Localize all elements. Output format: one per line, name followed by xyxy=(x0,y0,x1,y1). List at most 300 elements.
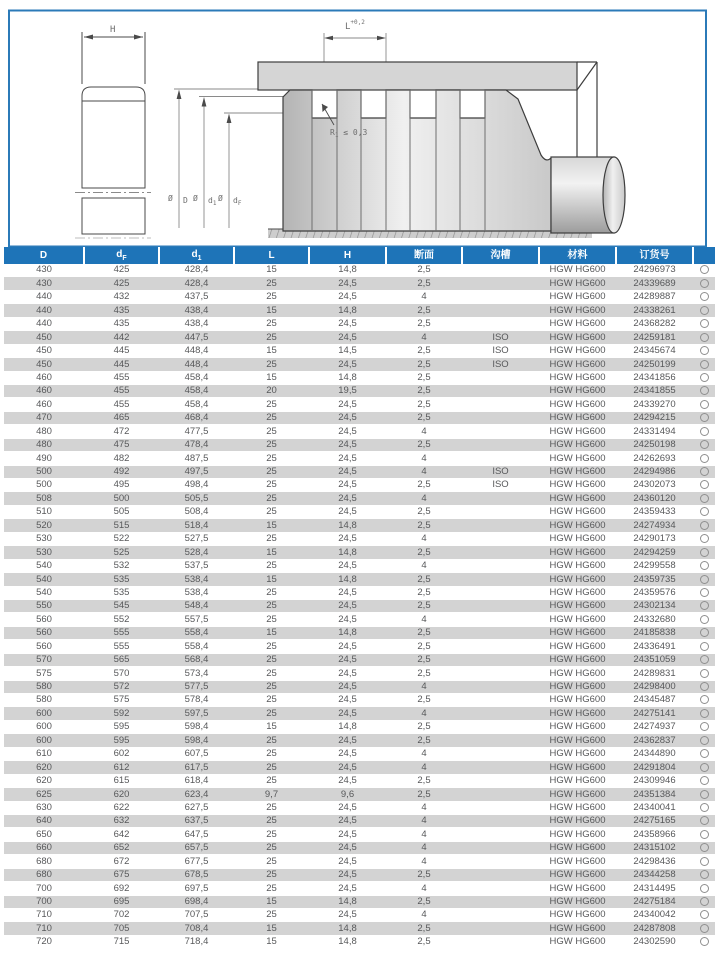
table-cell: 4 xyxy=(386,855,462,868)
table-cell: HGW HG600 xyxy=(539,814,616,827)
table-cell: 24358966 xyxy=(616,828,693,841)
table-cell: HGW HG600 xyxy=(539,304,616,317)
table-cell: 448,4 xyxy=(159,344,234,357)
table-row xyxy=(4,479,715,492)
table-cell-availability xyxy=(693,680,715,693)
table-cell: 14,8 xyxy=(309,922,386,935)
table-cell: 24,5 xyxy=(309,734,386,747)
table-cell: 438,4 xyxy=(159,317,234,330)
availability-icon[interactable] xyxy=(700,494,709,503)
table-cell: 15 xyxy=(234,895,309,908)
availability-icon[interactable] xyxy=(700,790,709,799)
table-cell: 548,4 xyxy=(159,599,234,612)
table-cell xyxy=(462,640,539,653)
table-cell: 480 xyxy=(4,425,84,438)
availability-icon[interactable] xyxy=(700,319,709,328)
table-cell: 2,5 xyxy=(386,505,462,518)
table-cell: 602 xyxy=(84,747,159,760)
table-cell: 24359735 xyxy=(616,573,693,586)
table-cell: 25 xyxy=(234,358,309,371)
table-cell: 24,5 xyxy=(309,290,386,303)
column-header-material: 材料 xyxy=(539,247,616,264)
table-cell: HGW HG600 xyxy=(539,331,616,344)
table-cell-availability xyxy=(693,277,715,290)
table-row xyxy=(4,747,715,760)
availability-icon[interactable] xyxy=(700,884,709,893)
table-cell: 24,5 xyxy=(309,694,386,707)
profile-view xyxy=(75,32,151,238)
table-cell-availability xyxy=(693,317,715,330)
table-row xyxy=(4,882,715,895)
availability-icon[interactable] xyxy=(700,776,709,785)
table-cell: 530 xyxy=(4,532,84,545)
table-cell: 2,5 xyxy=(386,626,462,639)
table-cell: 677,5 xyxy=(159,855,234,868)
availability-icon[interactable] xyxy=(700,333,709,342)
table-cell: 440 xyxy=(4,317,84,330)
table-cell: 447,5 xyxy=(159,331,234,344)
table-cell xyxy=(462,317,539,330)
table-cell: 24,5 xyxy=(309,452,386,465)
table-cell: 24,5 xyxy=(309,358,386,371)
table-cell: 25 xyxy=(234,680,309,693)
table-cell xyxy=(462,734,539,747)
table-cell: 24,5 xyxy=(309,317,386,330)
table-cell: 24,5 xyxy=(309,909,386,922)
table-cell: 9,7 xyxy=(234,788,309,801)
table-cell: 24274937 xyxy=(616,720,693,733)
table-cell: 615 xyxy=(84,774,159,787)
table-cell: 24351384 xyxy=(616,788,693,801)
r1-label: $R_1 \le 0,3$ xyxy=(330,128,368,139)
availability-icon[interactable] xyxy=(700,830,709,839)
table-cell xyxy=(462,519,539,532)
table-row xyxy=(4,532,715,545)
table-cell: 430 xyxy=(4,277,84,290)
availability-icon[interactable] xyxy=(700,669,709,678)
availability-icon[interactable] xyxy=(700,548,709,557)
table-cell: 2,5 xyxy=(386,304,462,317)
column-header-dF: $d_F$ xyxy=(84,247,159,264)
table-cell xyxy=(462,559,539,572)
table-body xyxy=(4,264,715,949)
table-cell: 570 xyxy=(84,667,159,680)
table-cell: 24,5 xyxy=(309,680,386,693)
table-cell: 25 xyxy=(234,855,309,868)
table-cell: 435 xyxy=(84,304,159,317)
table-cell: HGW HG600 xyxy=(539,384,616,397)
table-cell: 450 xyxy=(4,358,84,371)
availability-icon[interactable] xyxy=(700,306,709,315)
table-cell: 25 xyxy=(234,411,309,424)
table-cell: 24,5 xyxy=(309,667,386,680)
table-cell: HGW HG600 xyxy=(539,344,616,357)
table-cell: 612 xyxy=(84,761,159,774)
availability-icon[interactable] xyxy=(700,695,709,704)
availability-icon[interactable] xyxy=(700,642,709,651)
table-cell: 697,5 xyxy=(159,882,234,895)
table-cell: 24,5 xyxy=(309,653,386,666)
availability-icon[interactable] xyxy=(700,937,709,946)
table-cell xyxy=(462,264,539,277)
table-cell: 455 xyxy=(84,398,159,411)
table-cell: HGW HG600 xyxy=(539,909,616,922)
table-cell: 15 xyxy=(234,935,309,948)
table-cell: 25 xyxy=(234,532,309,545)
table-cell xyxy=(462,774,539,787)
table-cell: 24351059 xyxy=(616,653,693,666)
table-cell: 24315102 xyxy=(616,841,693,854)
table-cell xyxy=(462,667,539,680)
availability-icon[interactable] xyxy=(700,575,709,584)
table-cell: 2,5 xyxy=(386,317,462,330)
availability-icon[interactable] xyxy=(700,655,709,664)
table-cell: 480 xyxy=(4,438,84,451)
table-cell: 24339689 xyxy=(616,277,693,290)
l-dimension-label: $L^{+0,2}$ xyxy=(345,19,365,32)
table-cell: 24259181 xyxy=(616,331,693,344)
table-cell: HGW HG600 xyxy=(539,653,616,666)
table-cell: 500 xyxy=(4,465,84,478)
table-cell: 560 xyxy=(4,613,84,626)
table-cell: HGW HG600 xyxy=(539,290,616,303)
table-cell: 24,5 xyxy=(309,868,386,881)
table-cell: 24296973 xyxy=(616,264,693,277)
table-cell: 578,4 xyxy=(159,694,234,707)
table-cell: 477,5 xyxy=(159,425,234,438)
table-cell xyxy=(462,761,539,774)
table-cell: 24,5 xyxy=(309,586,386,599)
table-row xyxy=(4,895,715,908)
column-header-order-no: 订货号 xyxy=(616,247,693,264)
table-cell: 24368282 xyxy=(616,317,693,330)
table-cell: 465 xyxy=(84,411,159,424)
table-cell: HGW HG600 xyxy=(539,277,616,290)
table-cell: 4 xyxy=(386,680,462,693)
table-cell: 522 xyxy=(84,532,159,545)
table-cell: 657,5 xyxy=(159,841,234,854)
h-dimension-label: H xyxy=(110,25,116,35)
table-cell: 15 xyxy=(234,573,309,586)
table-cell xyxy=(462,868,539,881)
table-row xyxy=(4,519,715,532)
table-cell-availability xyxy=(693,801,715,814)
table-cell: 24298436 xyxy=(616,855,693,868)
table-cell: HGW HG600 xyxy=(539,358,616,371)
table-cell: HGW HG600 xyxy=(539,640,616,653)
table-cell: 25 xyxy=(234,801,309,814)
table-cell: 15 xyxy=(234,304,309,317)
availability-icon[interactable] xyxy=(700,467,709,476)
table-cell: 495 xyxy=(84,479,159,492)
table-cell-availability xyxy=(693,371,715,384)
table-cell: 4 xyxy=(386,707,462,720)
table-cell: 14,8 xyxy=(309,546,386,559)
table-cell: 24360120 xyxy=(616,492,693,505)
availability-icon[interactable] xyxy=(700,682,709,691)
table-cell: 718,4 xyxy=(159,935,234,948)
table-cell: HGW HG600 xyxy=(539,532,616,545)
table-cell: HGW HG600 xyxy=(539,667,616,680)
table-cell: HGW HG600 xyxy=(539,371,616,384)
table-cell: 577,5 xyxy=(159,680,234,693)
table-cell-availability xyxy=(693,626,715,639)
table-cell-availability xyxy=(693,519,715,532)
table-cell: 660 xyxy=(4,841,84,854)
table-cell-availability xyxy=(693,613,715,626)
availability-icon[interactable] xyxy=(700,561,709,570)
table-cell: 24314495 xyxy=(616,882,693,895)
table-cell: 2,5 xyxy=(386,586,462,599)
table-cell xyxy=(462,290,539,303)
table-cell: 515 xyxy=(84,519,159,532)
table-cell: 24,5 xyxy=(309,841,386,854)
table-cell: 510 xyxy=(4,505,84,518)
table-cell: HGW HG600 xyxy=(539,774,616,787)
table-cell: 24339270 xyxy=(616,398,693,411)
table-cell-availability xyxy=(693,358,715,371)
availability-icon[interactable] xyxy=(700,588,709,597)
table-row xyxy=(4,868,715,881)
table-cell: 2,5 xyxy=(386,599,462,612)
table-row xyxy=(4,344,715,357)
availability-icon[interactable] xyxy=(700,803,709,812)
table-cell-availability xyxy=(693,465,715,478)
table-cell-availability xyxy=(693,868,715,881)
table-cell: HGW HG600 xyxy=(539,935,616,948)
table-cell: 14,8 xyxy=(309,519,386,532)
table-cell-availability xyxy=(693,814,715,827)
table-cell-availability xyxy=(693,882,715,895)
table-cell: 475 xyxy=(84,438,159,451)
table-row xyxy=(4,586,715,599)
availability-icon[interactable] xyxy=(700,749,709,758)
table-cell: 24362837 xyxy=(616,734,693,747)
table-cell xyxy=(462,694,539,707)
availability-icon[interactable] xyxy=(700,265,709,274)
table-cell: 627,5 xyxy=(159,801,234,814)
technical-drawing xyxy=(0,0,720,247)
table-cell: 24,5 xyxy=(309,398,386,411)
table-cell: 460 xyxy=(4,371,84,384)
table-cell: 450 xyxy=(4,344,84,357)
table-row xyxy=(4,680,715,693)
table-cell: 440 xyxy=(4,304,84,317)
table-cell: 25 xyxy=(234,694,309,707)
table-cell: 4 xyxy=(386,909,462,922)
table-cell: 24262693 xyxy=(616,452,693,465)
table-cell: 15 xyxy=(234,371,309,384)
table-row xyxy=(4,922,715,935)
table-cell: 24294986 xyxy=(616,465,693,478)
table-cell: HGW HG600 xyxy=(539,586,616,599)
table-cell: 24,5 xyxy=(309,613,386,626)
table-cell-availability xyxy=(693,774,715,787)
diameter-dimensions xyxy=(174,89,293,228)
availability-icon[interactable] xyxy=(700,628,709,637)
table-cell xyxy=(462,788,539,801)
table-cell: 2,5 xyxy=(386,774,462,787)
availability-icon[interactable] xyxy=(700,924,709,933)
table-cell: HGW HG600 xyxy=(539,546,616,559)
table-cell xyxy=(462,384,539,397)
table-cell: ISO xyxy=(462,344,539,357)
svg-text:D: D xyxy=(183,196,188,205)
table-cell: 455 xyxy=(84,371,159,384)
column-header-d1: $d_1$ xyxy=(159,247,234,264)
availability-icon[interactable] xyxy=(700,722,709,731)
availability-icon[interactable] xyxy=(700,427,709,436)
table-cell: 500 xyxy=(4,479,84,492)
table-cell-availability xyxy=(693,599,715,612)
table-cell: 9,6 xyxy=(309,788,386,801)
table-cell: 4 xyxy=(386,613,462,626)
table-cell: 25 xyxy=(234,653,309,666)
availability-icon[interactable] xyxy=(700,360,709,369)
availability-icon[interactable] xyxy=(700,736,709,745)
table-cell: 458,4 xyxy=(159,371,234,384)
table-cell-availability xyxy=(693,411,715,424)
table-cell: 25 xyxy=(234,599,309,612)
table-cell: HGW HG600 xyxy=(539,317,616,330)
table-cell: 705 xyxy=(84,922,159,935)
availability-icon[interactable] xyxy=(700,897,709,906)
table-cell-availability xyxy=(693,546,715,559)
table-cell: HGW HG600 xyxy=(539,626,616,639)
table-cell: 572 xyxy=(84,680,159,693)
table-cell: HGW HG600 xyxy=(539,452,616,465)
availability-icon[interactable] xyxy=(700,601,709,610)
table-cell: 15 xyxy=(234,546,309,559)
table-row xyxy=(4,788,715,801)
table-cell: 460 xyxy=(4,398,84,411)
table-cell xyxy=(462,747,539,760)
table-cell: 428,4 xyxy=(159,277,234,290)
availability-icon[interactable] xyxy=(700,400,709,409)
table-cell: 580 xyxy=(4,694,84,707)
table-cell: 538,4 xyxy=(159,573,234,586)
table-cell: 500 xyxy=(84,492,159,505)
table-cell: 598,4 xyxy=(159,720,234,733)
availability-icon[interactable] xyxy=(700,386,709,395)
availability-icon[interactable] xyxy=(700,279,709,288)
table-cell-availability xyxy=(693,532,715,545)
table-cell: 24,5 xyxy=(309,438,386,451)
table-cell: 535 xyxy=(84,586,159,599)
table-cell: 24,5 xyxy=(309,640,386,653)
availability-icon[interactable] xyxy=(700,480,709,489)
availability-icon[interactable] xyxy=(700,346,709,355)
table-cell-availability xyxy=(693,492,715,505)
table-cell: 4 xyxy=(386,465,462,478)
table-cell: 460 xyxy=(4,384,84,397)
table-cell xyxy=(462,546,539,559)
table-cell: 24,5 xyxy=(309,505,386,518)
table-cell: 532 xyxy=(84,559,159,572)
availability-icon[interactable] xyxy=(700,373,709,382)
table-cell: HGW HG600 xyxy=(539,573,616,586)
availability-icon[interactable] xyxy=(700,413,709,422)
table-cell: HGW HG600 xyxy=(539,680,616,693)
table-cell-availability xyxy=(693,720,715,733)
table-cell: 24359433 xyxy=(616,505,693,518)
table-cell: 24294259 xyxy=(616,546,693,559)
table-cell: 708,4 xyxy=(159,922,234,935)
availability-icon[interactable] xyxy=(700,816,709,825)
table-cell: 558,4 xyxy=(159,640,234,653)
table-cell: 24,5 xyxy=(309,532,386,545)
table-cell: 550 xyxy=(4,599,84,612)
table-cell xyxy=(462,425,539,438)
table-cell: 535 xyxy=(84,573,159,586)
table-cell: 482 xyxy=(84,452,159,465)
availability-icon[interactable] xyxy=(700,615,709,624)
table-cell: 25 xyxy=(234,438,309,451)
table-cell: 455 xyxy=(84,384,159,397)
availability-icon[interactable] xyxy=(700,910,709,919)
table-cell-availability xyxy=(693,694,715,707)
table-cell: HGW HG600 xyxy=(539,841,616,854)
table-cell xyxy=(462,707,539,720)
availability-icon[interactable] xyxy=(700,507,709,516)
table-cell: 2,5 xyxy=(386,868,462,881)
table-row xyxy=(4,640,715,653)
table-cell: 2,5 xyxy=(386,411,462,424)
table-cell: 430 xyxy=(4,264,84,277)
table-cell: 557,5 xyxy=(159,613,234,626)
table-cell: 450 xyxy=(4,331,84,344)
column-header-L: L xyxy=(234,247,309,264)
availability-icon[interactable] xyxy=(700,440,709,449)
availability-icon[interactable] xyxy=(700,534,709,543)
table-row xyxy=(4,358,715,371)
availability-icon[interactable] xyxy=(700,843,709,852)
table-cell: 620 xyxy=(4,761,84,774)
table-cell: 672 xyxy=(84,855,159,868)
availability-icon[interactable] xyxy=(700,292,709,301)
availability-icon[interactable] xyxy=(700,763,709,772)
table-cell: 520 xyxy=(4,519,84,532)
table-cell: 675 xyxy=(84,868,159,881)
table-cell: 24291804 xyxy=(616,761,693,774)
availability-icon[interactable] xyxy=(700,521,709,530)
table-cell: 540 xyxy=(4,586,84,599)
table-row xyxy=(4,801,715,814)
table-cell: 623,4 xyxy=(159,788,234,801)
table-cell: 478,4 xyxy=(159,438,234,451)
table-row xyxy=(4,505,715,518)
table-cell: 24,5 xyxy=(309,599,386,612)
availability-icon[interactable] xyxy=(700,454,709,463)
table-cell xyxy=(462,855,539,868)
availability-icon[interactable] xyxy=(700,857,709,866)
table-cell: HGW HG600 xyxy=(539,599,616,612)
table-cell: 440 xyxy=(4,290,84,303)
dia-d1-label: Ø xyxy=(193,194,198,203)
table-cell: 25 xyxy=(234,465,309,478)
table-cell-availability xyxy=(693,479,715,492)
table-cell: 4 xyxy=(386,814,462,827)
table-cell: 15 xyxy=(234,626,309,639)
table-cell: 2,5 xyxy=(386,344,462,357)
table-cell: 24340042 xyxy=(616,909,693,922)
availability-icon[interactable] xyxy=(700,709,709,718)
table-cell: 24302073 xyxy=(616,479,693,492)
table-cell: 14,5 xyxy=(309,344,386,357)
table-cell: 490 xyxy=(4,452,84,465)
availability-icon[interactable] xyxy=(700,870,709,879)
table-cell xyxy=(462,680,539,693)
